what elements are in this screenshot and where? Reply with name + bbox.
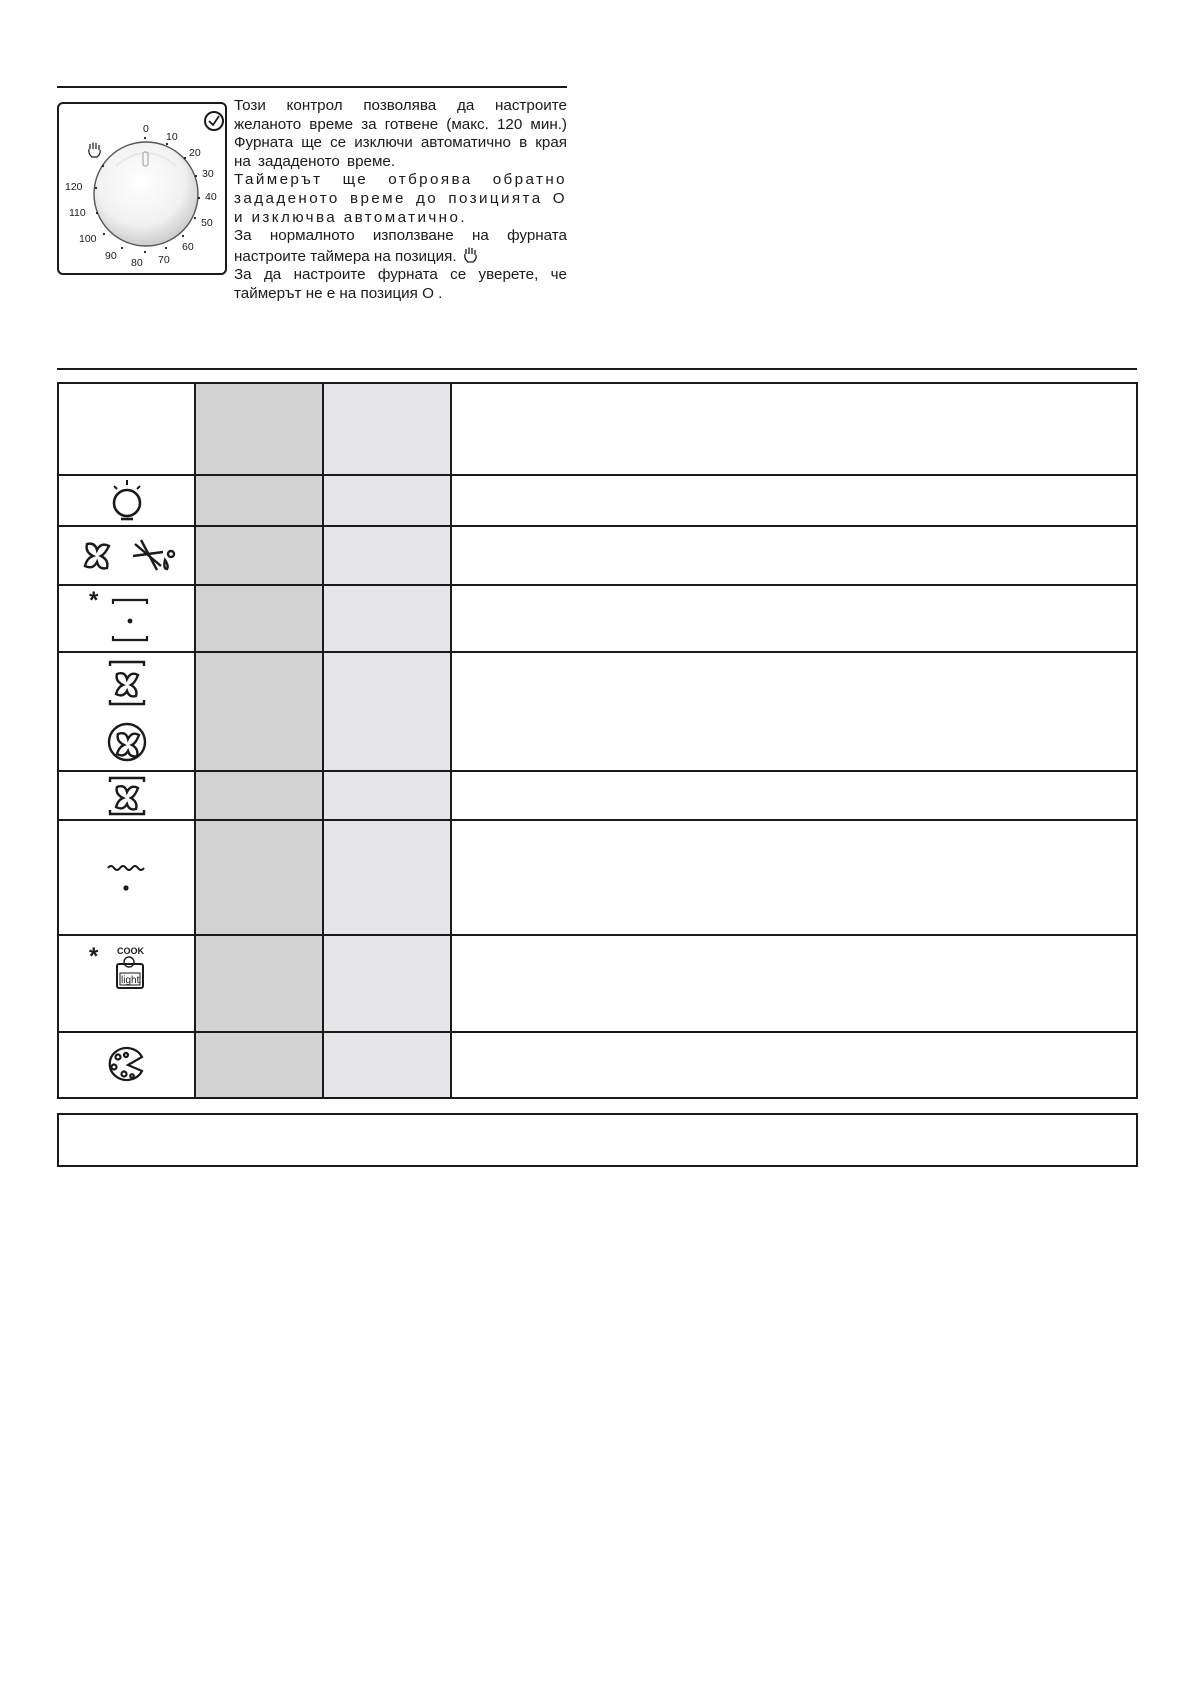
grill-icon: [102, 858, 152, 898]
fan-with-heaters-icon: [102, 774, 152, 818]
light-label: light: [120, 975, 139, 986]
timer-paragraph-4: За да настроите фурната се уверете, че таймерът не е на позиция О .: [234, 266, 567, 302]
table-row: [58, 475, 1137, 526]
timer-paragraph-2: Таймерът ще отброява обратно зададеното време до позицията О и изключва автоматично.: [234, 171, 567, 226]
timer-paragraph-1: Този контрол позволява да настроите желаното време за готвене (макс. 120 мин.) Фурната ще се изключи автоматично в края на зададеното време.: [234, 97, 567, 170]
header-icon-cell: [58, 383, 195, 475]
asterisk-mark: *: [88, 943, 98, 970]
icon-cell: [58, 475, 195, 526]
dial-mark-30: 30: [202, 168, 214, 180]
icon-cell: [58, 820, 195, 935]
dial-mark-70: 70: [158, 254, 170, 266]
table-row: [58, 935, 1137, 1032]
top-bottom-heat-icon: [87, 590, 167, 648]
icon-cell: [58, 935, 195, 1032]
table-row: [58, 526, 1137, 585]
top-rule: [57, 86, 567, 88]
lamp-icon: [105, 478, 149, 524]
dial-mark-100: 100: [79, 233, 97, 245]
dial-mark-90: 90: [105, 250, 117, 262]
fan-ring-heater-icons: [102, 658, 152, 766]
timer-description: [234, 97, 567, 304]
dial-mark-0: 0: [143, 123, 149, 135]
table-row: [58, 820, 1137, 935]
fan-defrost-icon: [77, 536, 177, 576]
header-col-3: [323, 383, 451, 475]
dial-mark-50: 50: [201, 217, 213, 229]
timer-paragraph-3-text: За нормалното използване на фурната настроите таймера на позиция.: [234, 227, 567, 265]
icon-cell: [58, 652, 195, 771]
cook-label: COOK: [116, 946, 144, 956]
icon-cell: [58, 1032, 195, 1098]
footnote-box: [57, 1113, 1138, 1167]
table-row: [58, 1032, 1137, 1098]
dial-mark-20: 20: [189, 147, 201, 159]
hand-icon: [89, 143, 100, 158]
dial-mark-60: 60: [182, 241, 194, 253]
dial-mark-40: 40: [205, 191, 217, 203]
dial-mark-110: 110: [69, 207, 86, 219]
clock-icon: [205, 112, 223, 130]
cook-light-icon: [87, 942, 167, 1002]
header-description: [451, 383, 1137, 475]
dial-mark-80: 80: [131, 257, 143, 269]
table-header-row: [58, 383, 1137, 475]
table-row: [58, 652, 1137, 771]
section-rule: [57, 368, 1137, 370]
timer-paragraph-3: [234, 227, 567, 266]
dial-mark-10: 10: [166, 131, 178, 143]
icon-cell: [58, 771, 195, 820]
timer-dial-illustration: [57, 102, 227, 275]
table-row: [58, 585, 1137, 652]
header-col-2: [195, 383, 323, 475]
oven-functions-table: [57, 382, 1138, 1099]
asterisk-mark: *: [88, 589, 98, 614]
dial-mark-120: 120: [65, 181, 83, 193]
icon-cell: [58, 526, 195, 585]
knob-indicator: [143, 152, 148, 166]
hand-icon: [461, 246, 481, 264]
icon-cell: [58, 585, 195, 652]
pizza-icon: [102, 1043, 152, 1087]
table-row: [58, 771, 1137, 820]
